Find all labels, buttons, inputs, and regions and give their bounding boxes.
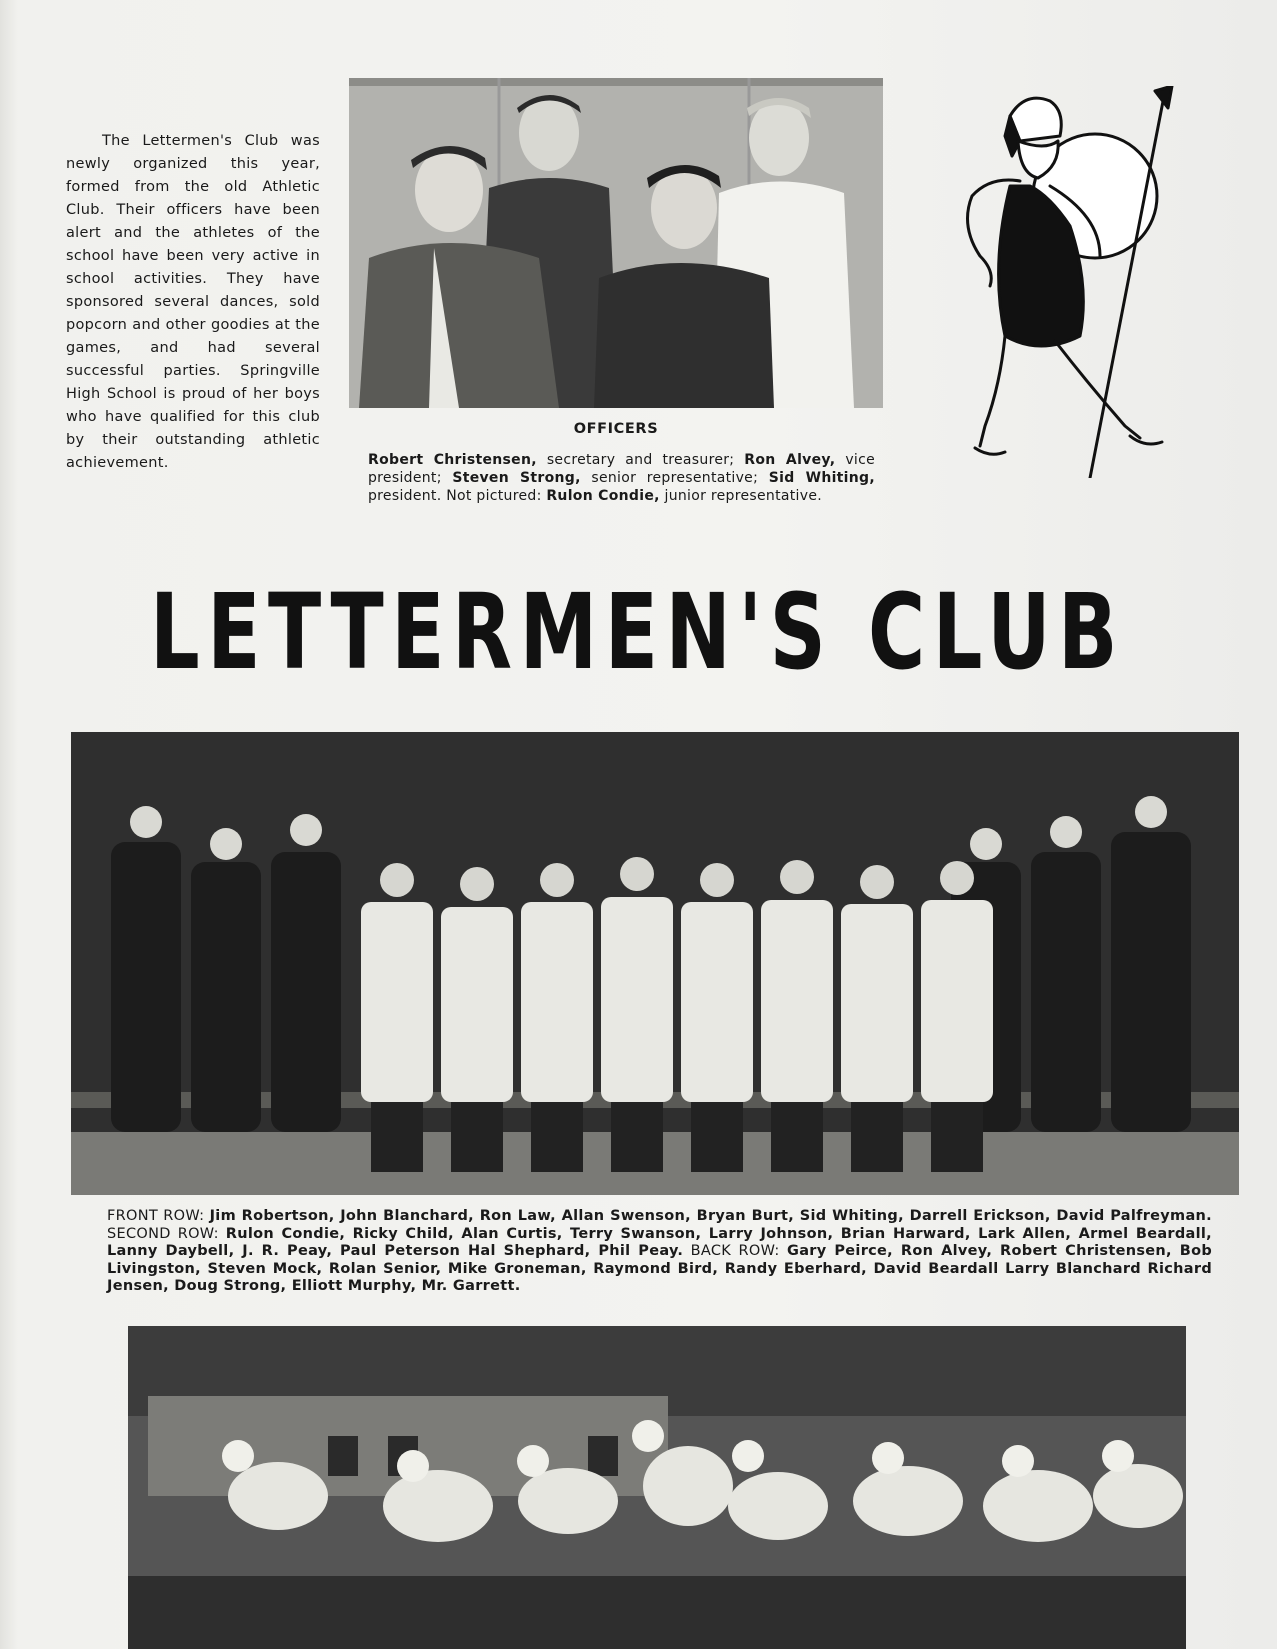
football-action-photo: [128, 1326, 1186, 1649]
back-row-label: BACK ROW:: [683, 1243, 788, 1259]
officer-name: Robert Christensen,: [368, 452, 537, 468]
second-row-label: SECOND ROW:: [107, 1225, 226, 1242]
intro-paragraph: The Lettermen's Club was newly organized this year, formed from the old Athletic Club. Their officers have been alert and the athletes of the school have been very active in school activities. They have sponsored several dances, sold popcorn and other goodies at the games, and had several successful parties. Springville High School is proud of her boys who have qualified for this club by their outstanding athletic achievement.: [66, 133, 320, 471]
club-title-text: LETTERMEN'S CLUB: [150, 578, 1125, 688]
officers-photo: [349, 78, 883, 408]
not-pictured-name: Rulon Condie,: [546, 488, 660, 504]
officer-name: Steven Strong,: [452, 470, 581, 486]
front-row-label: FRONT ROW:: [107, 1208, 210, 1224]
front-row-names: Jim Robertson, John Blanchard, Ron Law, Allan Swenson, Bryan Burt, Sid Whiting, Darrell Erickson, David Palfreyman.: [209, 1208, 1212, 1224]
officer-name: Sid Whiting,: [768, 470, 875, 486]
lettermen-group-photo: [71, 732, 1239, 1195]
not-pictured-role: junior representative.: [659, 488, 822, 504]
officers-caption: [368, 451, 875, 505]
officer-role: secretary and treasurer;: [536, 452, 745, 468]
officers-heading: OFFICERS: [573, 421, 659, 437]
officer-role: president.: [368, 488, 447, 504]
spartan-mascot-drawing: [950, 86, 1180, 478]
not-pictured-label: Not pictured:: [446, 488, 547, 504]
officer-role: senior representative;: [580, 470, 769, 486]
officer-role: vice president;: [368, 452, 876, 486]
second-row-names: Rulon Condie, Ricky Child, Alan Curtis, Terry Swanson, Larry Johnson, Brian Harward, Lark Allen, Armel Beardall, Lanny Daybell, J. R. Peay, Paul Peterson Hal Shephard, Phil Peay.: [107, 1225, 1212, 1259]
officer-name: Ron Alvey,: [744, 452, 836, 468]
back-row-names: Gary Peirce, Ron Alvey, Robert Christensen, Bob Livingston, Steven Mock, Rolan Senior, Mike Groneman, Raymond Bird, Randy Eberhard, David Beardall Larry Blanchard Richard Jensen, Doug Strong, Elliott Murphy, Mr. Garrett.: [107, 1243, 1213, 1294]
group-photo-caption: [107, 1208, 1212, 1296]
club-title: [150, 578, 1130, 688]
